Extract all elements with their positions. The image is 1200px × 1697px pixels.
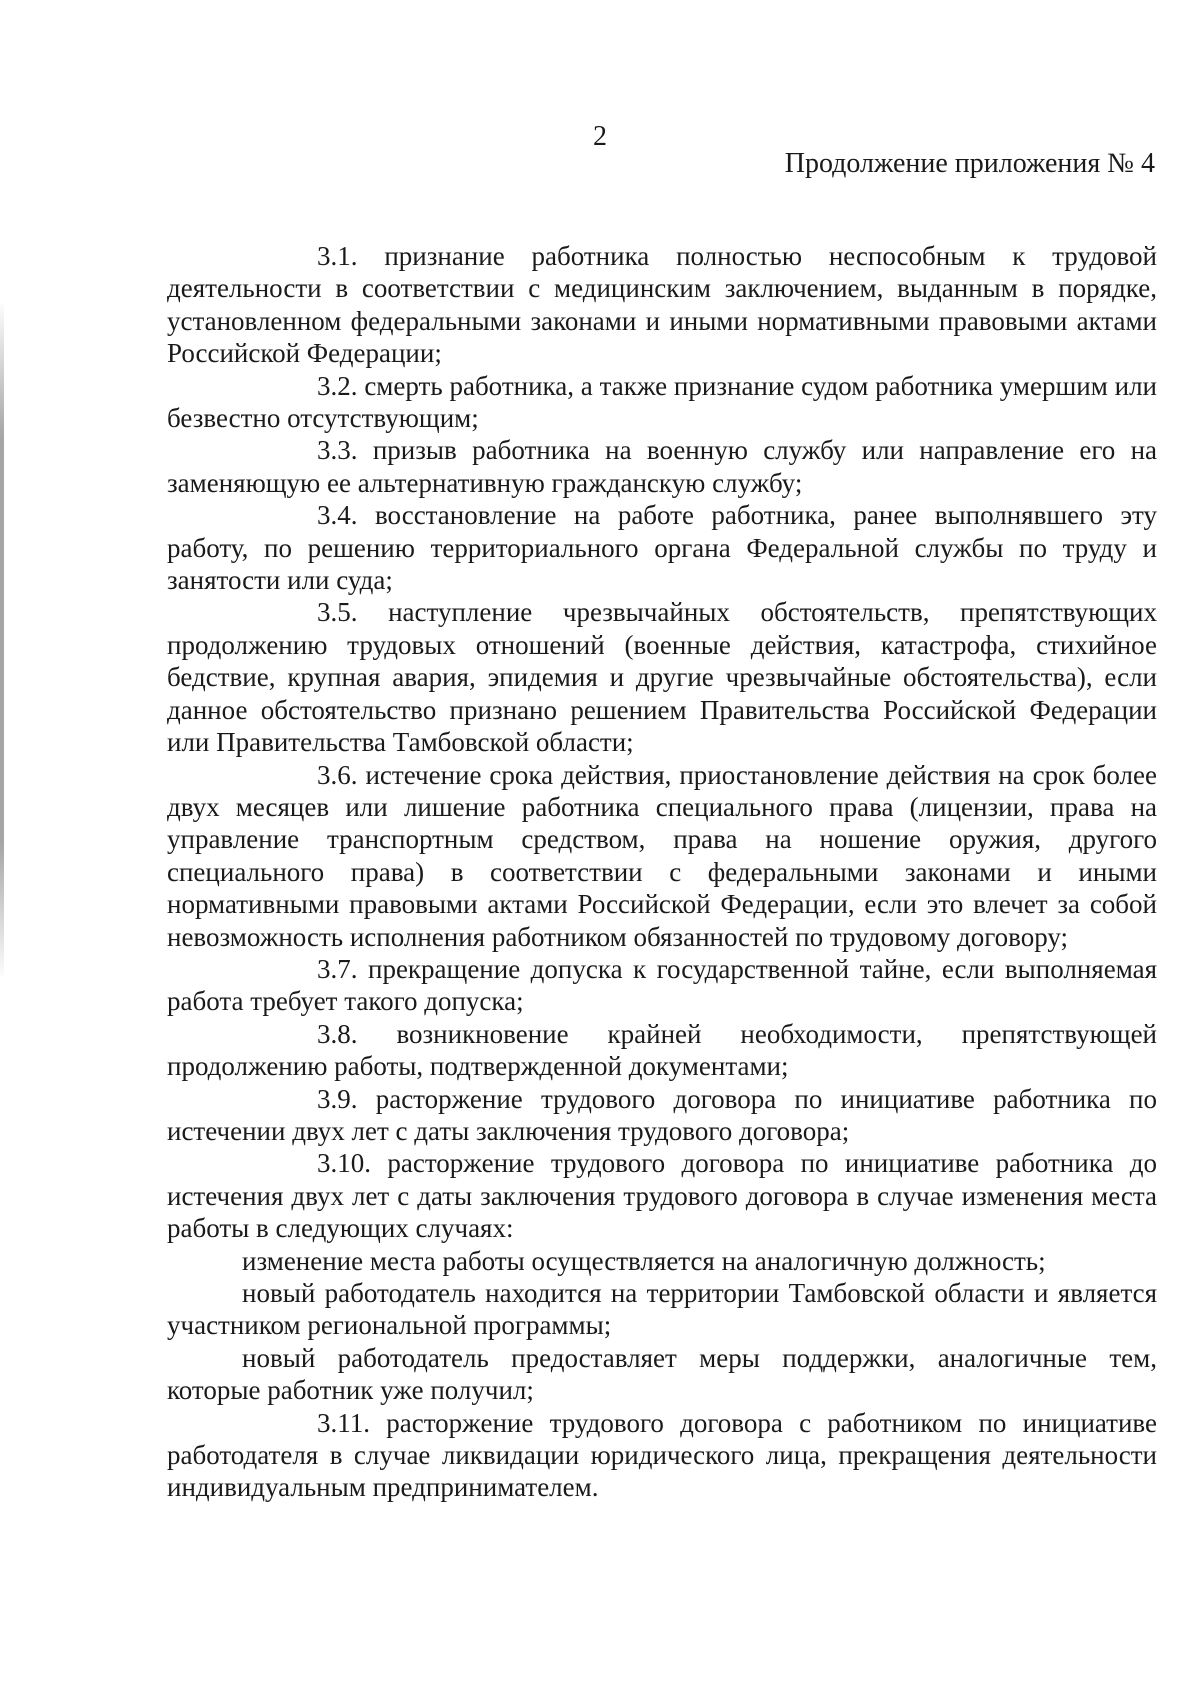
clause-3-9 xyxy=(167,1083,1157,1148)
clause-text: возникновение крайней необходимости, препятствующей продолжению работы, подтвержденной документами; xyxy=(167,1018,1158,1082)
clause-number: 3.7. xyxy=(317,953,358,984)
clause-text: расторжение трудового договора по инициативе работника до истечения двух лет с даты заключения трудового договора в случае изменения места работы в следующих случаях: xyxy=(167,1148,1158,1244)
appendix-continuation: Продолжение приложения № 4 xyxy=(784,148,1155,179)
clause-3-6 xyxy=(167,759,1157,953)
clause-number: 3.9. xyxy=(317,1083,358,1114)
clause-3-5 xyxy=(167,596,1157,758)
clause-3-7 xyxy=(167,953,1157,1018)
clause-3-4 xyxy=(167,499,1157,596)
clause-number: 3.3. xyxy=(317,435,358,466)
clause-text: расторжение трудового договора по инициативе работника по истечении двух лет с даты заключения трудового договора; xyxy=(167,1083,1158,1146)
clause-3-10 xyxy=(167,1147,1157,1244)
clause-3-8 xyxy=(167,1018,1157,1083)
clause-text: смерть работника, а также признание судом работника умершим или безвестно отсутствующим; xyxy=(167,370,1157,434)
clause-number: 3.5. xyxy=(317,597,358,628)
clause-text: призыв работника на военную службу или направление его на заменяющую ее альтернативную гражданскую службу; xyxy=(167,435,1158,498)
scan-edge-shadow xyxy=(0,300,4,980)
clause-number: 3.2. xyxy=(317,370,358,401)
sub-item: новый работодатель предоставляет меры поддержки, аналогичные тем, которые работник уже получил; xyxy=(167,1342,1157,1406)
clause-number: 3.11. xyxy=(317,1407,370,1438)
clause-number: 3.1. xyxy=(317,241,358,271)
clause-text: наступление чрезвычайных обстоятельств, препятствующих продолжению трудовых отношений (военные действия, катастрофа, стихийное бедствие, крупная авария, эпидемия и другие чрезвычайные обстоятельства), если данное обстоятельство признано решением Правительства Российской Федерации или Правительства Тамбовской области; xyxy=(167,597,1157,758)
document-body xyxy=(167,240,1157,1504)
clause-3-2 xyxy=(167,370,1157,435)
sub-item: новый работодатель находится на территории Тамбовской области и является участником региональной программы; xyxy=(167,1278,1157,1341)
clause-3-11 xyxy=(167,1407,1157,1504)
clause-text: истечение срока действия, приостановление действия на срок более двух месяцев или лишение работника специального права (лицензии, права на управление транспортным средством, права на ношение оружия, другого специального права) в соответствии с федеральными законами и иными нормативными правовыми актами Российской Федерации, если это влечет за собой невозможность исполнения работником обязанностей по трудовому договору; xyxy=(167,759,1157,952)
sub-item: изменение места работы осуществляется на аналогичную должность; xyxy=(242,1245,1046,1276)
clause-3-3 xyxy=(167,434,1157,499)
clause-text: прекращение допуска к государственной тайне, если выполняемая работа требует такого допуска; xyxy=(167,953,1157,1017)
clause-number: 3.6. xyxy=(317,759,358,790)
clause-text: признание работника полностью неспособным к трудовой деятельности в соответствии с медицинским заключением, выданным в порядке, установленном федеральными законами и иными нормативными правовыми актами Российской Федерации; xyxy=(167,241,1158,369)
clause-3-1 xyxy=(167,240,1157,370)
clause-number: 3.4. xyxy=(317,500,358,531)
clause-text: восстановление на работе работника, ранее выполнявшего эту работу, по решению территориального органа Федеральной службы по труду и занятости или суда; xyxy=(167,500,1157,596)
clause-number: 3.8. xyxy=(317,1018,358,1049)
clause-text: расторжение трудового договора с работником по инициативе работодателя в случае ликвидации юридического лица, прекращения деятельности индивидуальным предпринимателем. xyxy=(167,1407,1157,1503)
clause-number: 3.10. xyxy=(317,1148,371,1179)
page-number: 2 xyxy=(593,121,607,152)
